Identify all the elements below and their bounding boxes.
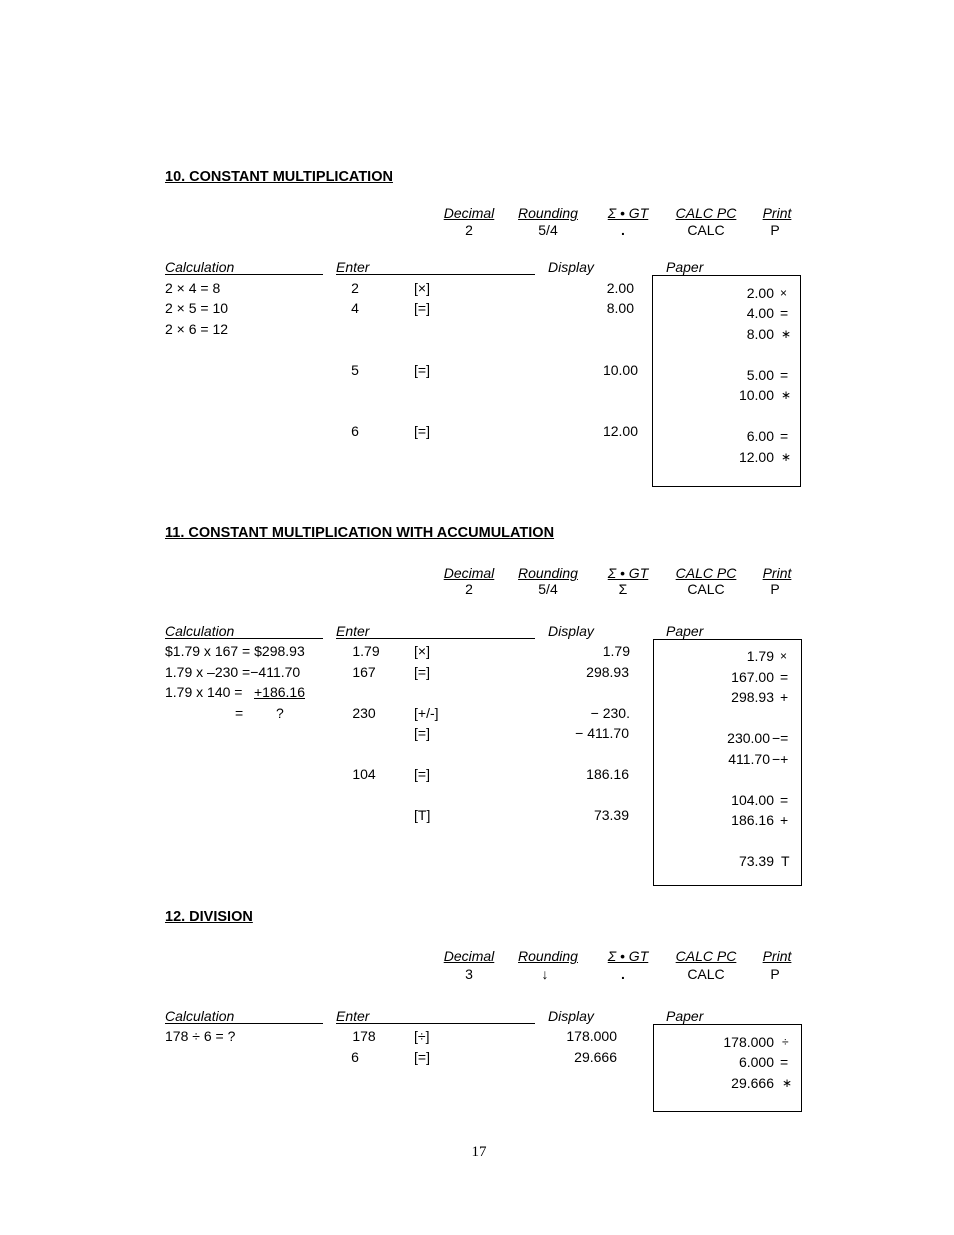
- decimal-value: 3: [465, 966, 473, 982]
- total-symbol: ∗: [782, 1076, 793, 1090]
- display-column-header: Display: [548, 623, 594, 639]
- calc-pc-value: CALC: [687, 966, 725, 982]
- display-value: 298.93: [586, 664, 629, 680]
- plus-symbol: +: [780, 689, 789, 705]
- paper-value: 12.00: [738, 449, 774, 465]
- equals-symbol: =: [780, 367, 789, 383]
- display-value: 10.00: [602, 362, 638, 378]
- print-header: Print: [762, 565, 792, 581]
- decimal-header: Decimal: [443, 565, 495, 581]
- enter-column-header: Enter: [336, 259, 370, 275]
- total-t-symbol: T: [781, 853, 790, 869]
- display-value: 1.79: [602, 643, 630, 659]
- section-10-title: 10. CONSTANT MULTIPLICATION: [165, 169, 393, 185]
- sigma-gt-header: Σ • GT: [607, 948, 649, 964]
- paper-value: 104.00: [731, 792, 774, 808]
- paper-value: 10.00: [738, 387, 774, 403]
- key-press: [=]: [414, 725, 430, 741]
- sigma-gt-header: Σ • GT: [607, 205, 649, 221]
- key-press: [+/-]: [414, 705, 439, 721]
- calc-line: 2 × 4 = 8: [165, 280, 221, 296]
- equals-symbol: =: [780, 305, 789, 321]
- key-press: [=]: [414, 423, 430, 439]
- print-value: P: [770, 966, 780, 982]
- paper-value: 29.666: [731, 1075, 774, 1091]
- times-symbol: ×: [780, 649, 788, 663]
- equals-symbol: =: [780, 1054, 789, 1070]
- total-symbol: ∗: [781, 388, 792, 402]
- key-press: [=]: [414, 300, 430, 316]
- enter-value: 6: [351, 1049, 359, 1065]
- rounding-value: ↓: [541, 966, 549, 982]
- calculation-header-rule: [165, 1023, 323, 1024]
- display-value: 8.00: [606, 300, 634, 316]
- calculation-column-header: Calculation: [165, 1008, 235, 1024]
- calc-pc-value: CALC: [687, 581, 725, 597]
- paper-value: 186.16: [731, 812, 774, 828]
- paper-value: 167.00: [731, 669, 774, 685]
- paper-value: 411.70: [728, 751, 770, 767]
- paper-column-header: Paper: [666, 1008, 704, 1024]
- sigma-gt-value: .: [621, 966, 625, 982]
- paper-column-header: Paper: [666, 623, 704, 639]
- rounding-value: 5/4: [538, 222, 558, 238]
- enter-value: 5: [351, 362, 359, 378]
- calc-line: 2 × 5 = 10: [165, 300, 229, 316]
- sigma-gt-header: Σ • GT: [607, 565, 649, 581]
- rounding-header: Rounding: [518, 205, 578, 221]
- paper-value: 73.39: [738, 853, 774, 869]
- calc-line: $1.79 x 167 = $298.93: [165, 643, 305, 659]
- calc-sum-operand: +186.16: [254, 684, 305, 700]
- enter-header-rule: [336, 638, 535, 639]
- calc-unknown: ?: [276, 705, 284, 721]
- paper-value: 178.000: [723, 1034, 774, 1050]
- paper-value: 1.79: [746, 648, 774, 664]
- equals-symbol: =: [780, 792, 789, 808]
- key-press: [=]: [414, 766, 430, 782]
- calculation-header-rule: [165, 274, 323, 275]
- page-number: 17: [471, 1144, 487, 1160]
- enter-value: 1.79: [352, 643, 380, 659]
- divide-symbol: ÷: [782, 1035, 789, 1049]
- rounding-header: Rounding: [518, 948, 578, 964]
- calc-pc-header: CALC PC: [675, 205, 737, 221]
- plus-symbol: +: [780, 812, 789, 828]
- display-value: 12.00: [602, 423, 638, 439]
- calc-line: 178 ÷ 6 = ?: [165, 1028, 236, 1044]
- sigma-gt-value: .: [621, 222, 625, 238]
- equals-symbol: =: [780, 428, 789, 444]
- total-symbol: ∗: [781, 327, 792, 341]
- equals-symbol: =: [780, 669, 789, 685]
- decimal-header: Decimal: [443, 205, 495, 221]
- print-header: Print: [762, 948, 792, 964]
- calc-line: 1.79 x 140 =: [165, 684, 243, 700]
- print-value: P: [770, 222, 780, 238]
- key-press: [×]: [414, 280, 430, 296]
- paper-value: 6.00: [746, 428, 774, 444]
- calc-line: 2 × 6 = 12: [165, 321, 229, 337]
- calc-pc-header: CALC PC: [675, 948, 737, 964]
- enter-value: 178: [352, 1028, 376, 1044]
- decimal-value: 2: [465, 222, 473, 238]
- print-value: P: [770, 581, 780, 597]
- paper-value: 5.00: [746, 367, 774, 383]
- key-press: [=]: [414, 1049, 430, 1065]
- calc-pc-value: CALC: [687, 222, 725, 238]
- key-press: [=]: [414, 362, 430, 378]
- key-press: [×]: [414, 643, 430, 659]
- section-12-title: 12. DIVISION: [165, 909, 253, 925]
- decimal-value: 2: [465, 581, 473, 597]
- enter-column-header: Enter: [336, 623, 370, 639]
- decimal-header: Decimal: [443, 948, 495, 964]
- paper-value: 8.00: [746, 326, 774, 342]
- key-press: [T]: [414, 807, 431, 823]
- calculation-column-header: Calculation: [165, 259, 235, 275]
- enter-header-rule: [336, 274, 535, 275]
- rounding-value: 5/4: [538, 581, 558, 597]
- enter-value: 230: [352, 705, 376, 721]
- enter-column-header: Enter: [336, 1008, 370, 1024]
- enter-value: 167: [352, 664, 376, 680]
- total-symbol: ∗: [781, 450, 792, 464]
- print-header: Print: [762, 205, 792, 221]
- paper-value: 6.000: [738, 1054, 774, 1070]
- times-symbol: ×: [780, 286, 788, 300]
- display-value: 29.666: [574, 1049, 617, 1065]
- enter-value: 4: [351, 300, 359, 316]
- calculation-header-rule: [165, 638, 323, 639]
- key-press: [=]: [414, 664, 430, 680]
- enter-header-rule: [336, 1023, 535, 1024]
- display-value: 178.000: [566, 1028, 617, 1044]
- paper-column-header: Paper: [666, 259, 704, 275]
- enter-value: 104: [352, 766, 376, 782]
- section-11-title: 11. CONSTANT MULTIPLICATION WITH ACCUMULATION: [165, 525, 555, 541]
- display-value: − 230.: [590, 705, 630, 721]
- key-press: [÷]: [414, 1028, 430, 1044]
- minus-equals-symbol: −=: [772, 730, 789, 746]
- display-value: 73.39: [593, 807, 629, 823]
- calculation-column-header: Calculation: [165, 623, 235, 639]
- display-column-header: Display: [548, 259, 594, 275]
- enter-value: 2: [351, 280, 359, 296]
- rounding-header: Rounding: [518, 565, 578, 581]
- paper-value: 4.00: [746, 305, 774, 321]
- calc-equals: =: [235, 705, 244, 721]
- paper-value: 2.00: [746, 285, 774, 301]
- display-value: 2.00: [606, 280, 634, 296]
- enter-value: 6: [351, 423, 359, 439]
- display-value: 186.16: [586, 766, 629, 782]
- sigma-gt-value: Σ: [618, 581, 628, 597]
- minus-plus-symbol: −+: [772, 751, 789, 767]
- calc-pc-header: CALC PC: [675, 565, 737, 581]
- calc-line: 1.79 x –230 =−411.70: [165, 664, 301, 680]
- display-column-header: Display: [548, 1008, 594, 1024]
- paper-value: 298.93: [731, 689, 774, 705]
- paper-value: 230.00: [727, 730, 770, 746]
- display-value: − 411.70: [575, 725, 629, 741]
